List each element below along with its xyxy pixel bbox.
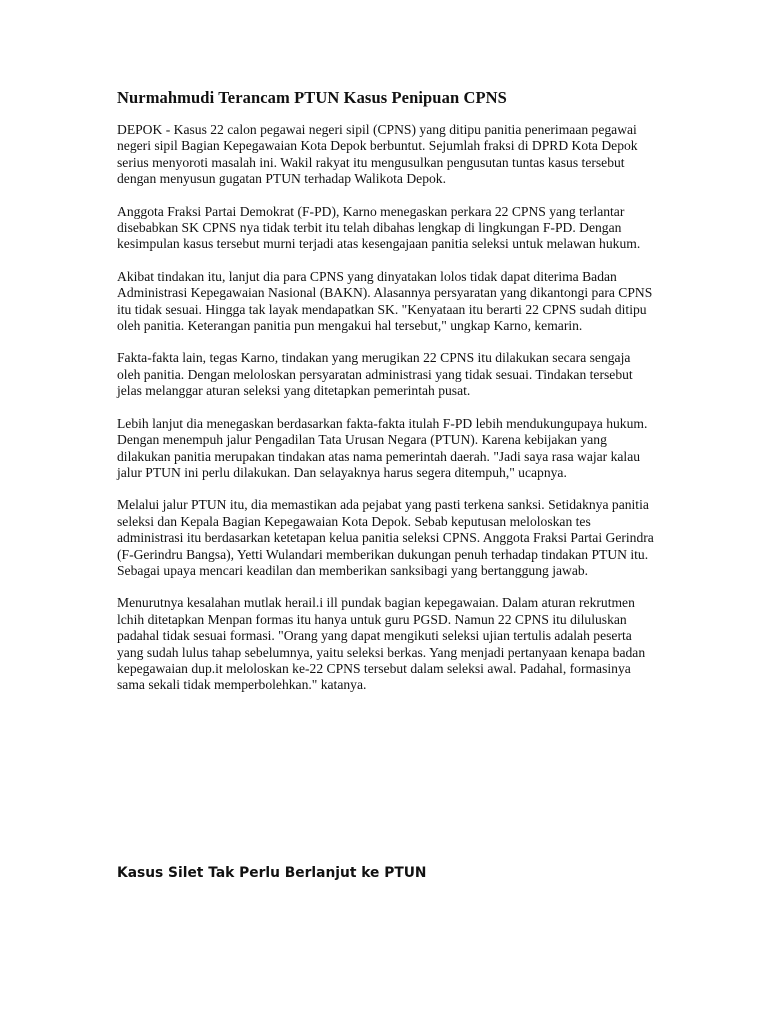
next-article-heading: Kasus Silet Tak Perlu Berlanjut ke PTUN xyxy=(117,865,427,881)
article-title: Nurmahmudi Terancam PTUN Kasus Penipuan CPNS xyxy=(117,88,507,107)
article-paragraph-1: DEPOK - Kasus 22 calon pegawai negeri sipil (CPNS) yang ditipu panitia penerimaan pegawai negeri sipil Bagian Kepegawaian Kota Depok berbuntut. Sejumlah fraksi di DPRD Kota Depok serius menyoroti masalah ini. Wakil rakyat itu mengusulkan pengusutan tuntas kasus tersebut dengan menyusun gugatan PTUN terhadap Walikota Depok. xyxy=(117,122,638,187)
article-paragraph-5: Lebih lanjut dia menegaskan berdasarkan fakta-fakta itulah F-PD lebih mendukungupaya hukum. Dengan menempuh jalur Pengadilan Tata Urusan Negara (PTUN). Karena kebijakan yang dilakukan panitia merupakan tindakan atas nama pemerintah daerah. "Jadi saya rasa wajar kalau jalur PTUN ini perlu dilakukan. Dan selayaknya harus segera ditempuh," ucapnya. xyxy=(117,415,648,480)
article-paragraph-2: Anggota Fraksi Partai Demokrat (F-PD), Karno menegaskan perkara 22 CPNS yang terlantar disebabkan SK CPNS nya tidak terbit itu telah dibahas lengkap di lingkungan F-PD. Dengan kesimpulan kasus tersebut murni terjadi atas kesengajaan panitia seleksi untuk melawan hukum. xyxy=(117,203,641,252)
article-paragraph-4: Fakta-fakta lain, tegas Karno, tindakan yang merugikan 22 CPNS itu dilakukan secara sengaja oleh panitia. Dengan meloloskan persyaratan administrasi yang tidak sesuai. Tindakan tersebut jelas melanggar aturan seleksi yang ditetapkan pemerintah pusat. xyxy=(117,350,633,399)
article-paragraph-3: Akibat tindakan itu, lanjut dia para CPNS yang dinyatakan lolos tidak dapat diterima Badan Administrasi Kepegawaian Nasional (BAKN). Alasannya persyaratan yang dikantongi para CPNS itu tidak sesuai. Hingga tak layak mendapatkan SK. "Kenyataan itu berarti 22 CPNS sudah ditipu oleh panitia. Keterangan panitia pun mengakui hal tersebut," ungkap Karno, kemarin. xyxy=(117,268,653,334)
article xyxy=(117,88,657,710)
article-paragraph-7: Menurutnya kesalahan mutlak herail.i ill pundak bagian kepegawaian. Dalam aturan rekrutmen lchih ditetapkan Menpan formas itu hanya untuk guru PGSD. Namun 22 CPNS itu diluluskan padahal tidak sesuai formasi. "Orang yang dapat mengikuti seleksi ujian tertulis adalah peserta yang sudah lulus tahap sebelumnya, yaitu seleksi berkas. Yang menjadi pertanyaan kenapa badan kepegawaian dup.it meloloskan ke-22 CPNS tersebut dalam seleksi awal. Padahal, formasinya sama sekali tidak memperbolehkan." katanya. xyxy=(117,595,646,693)
article-paragraph-6: Melalui jalur PTUN itu, dia memastikan ada pejabat yang pasti terkena sanksi. Setidaknya panitia seleksi dan Kepala Bagian Kepegawaian Kota Depok. Sebab keputusan meloloskan tes administrasi itu berdasarkan ketetapan kelua panitia seleksi CPNS. Anggota Fraksi Partai Gerindra (F-Gerindru Bangsa), Yetti Wulandari memberikan dukungan penuh terhadap tindakan PTUN itu. Sebagai upaya mencari keadilan dan memberikan sanksibagi yang bertanggung jawab. xyxy=(117,497,654,578)
